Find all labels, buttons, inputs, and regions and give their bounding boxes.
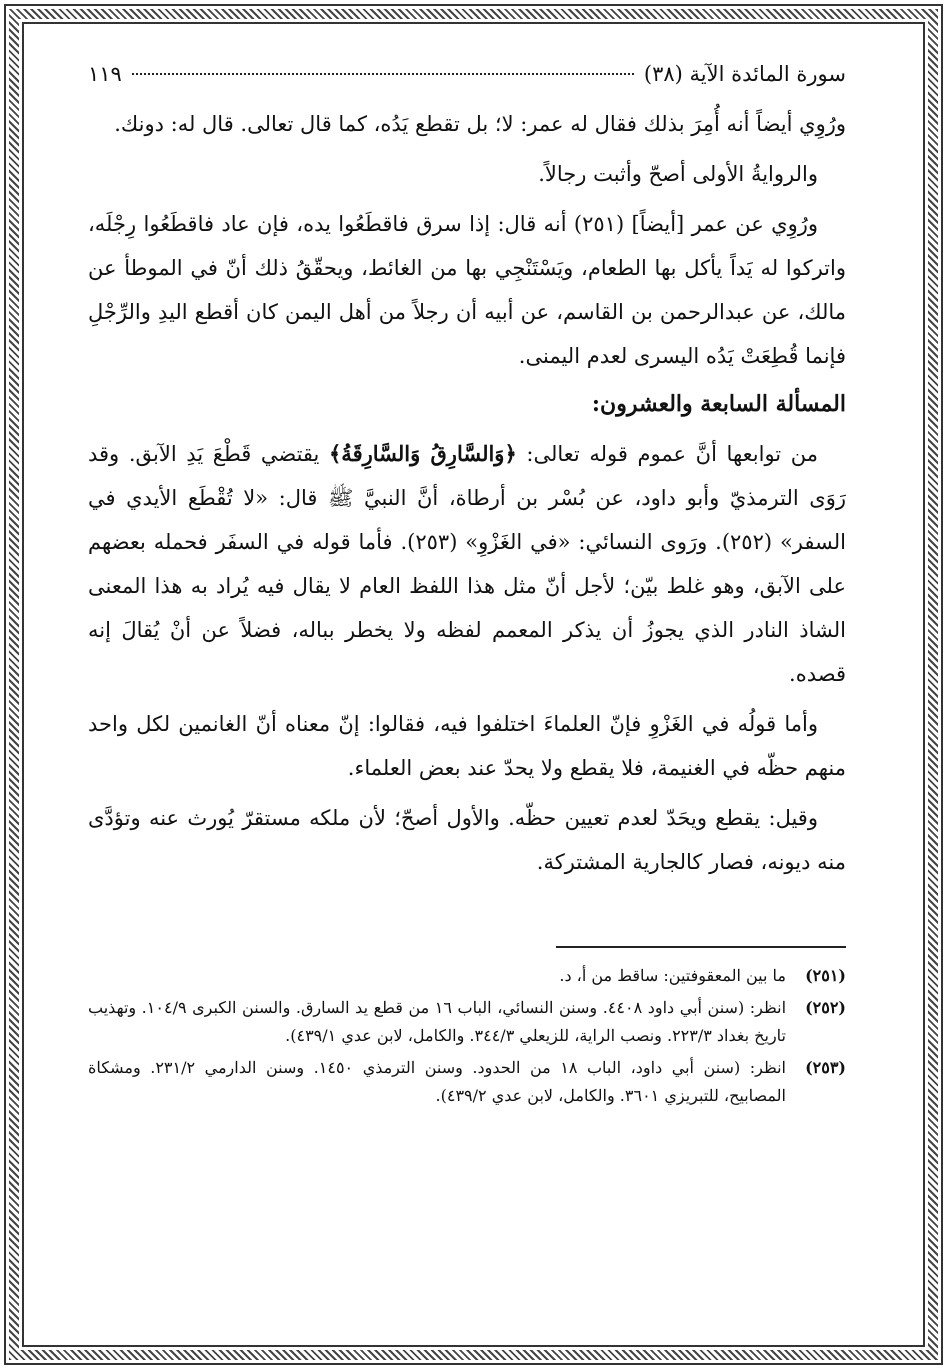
page-content bbox=[88, 60, 846, 1330]
paragraph-4-body: يقتضي قَطْعَ يَدِ الآبق. وقد رَوَى الترمذيّ وأبو داود، عن بُسْر بن أرطاة، أنَّ النبيَّ ﷺ قال: «لا تُقْطَع الأيدي في السفر» (٢٥٢). ورَوى النسائي: «في الغَزْوِ» (٢٥٣). فأما قوله في السفَر فحمله بعضهم على الآبق، وهو غلط بيّن؛ لأجل أنّ مثل هذا اللفظ العام لا يقال فيه يُراد به هذا المعنى الشاذ النادر الذي يجوزُ أن يذكر المعمم لفظه ولا يخطر بباله، فضلاً عن أنْ يُقالَ إنه قصده. bbox=[88, 442, 846, 686]
footnote bbox=[88, 1054, 846, 1110]
footnote-text: ما بين المعقوفتين: ساقط من أ، د. bbox=[559, 966, 786, 985]
footnote bbox=[88, 994, 846, 1050]
paragraph-4 bbox=[88, 432, 846, 696]
paragraph-1: ورُوِي أيضاً أنه أُمِرَ بذلك فقال له عمر: لا؛ بل تقطع يَدُه، كما قال تعالى. قال له: دونك. bbox=[114, 112, 846, 136]
page-number: ١١٩ bbox=[88, 62, 122, 86]
paragraph-2: والروايةُ الأولى أصحّ وأثبت رجالاً. bbox=[538, 162, 818, 186]
running-header bbox=[88, 60, 846, 102]
paragraph-5: وأما قولُه في الغَزْوِ فإنّ العلماءَ اختلفوا فيه، فقالوا: إنّ معناه أنّ الغانمين لكل واحد منهم حظّه في الغنيمة، فلا يقطع ولا يحدّ عند بعض العلماء. bbox=[88, 712, 846, 780]
surah-title: سورة المائدة الآية (٣٨) bbox=[643, 62, 846, 86]
header-leader-dots bbox=[132, 73, 634, 75]
section-heading: المسألة السابعة والعشرون: bbox=[591, 391, 846, 417]
quran-quote: ﴿وَالسَّارِقُ وَالسَّارِقَةُ﴾ bbox=[329, 441, 517, 466]
footnote-text: انظر: (سنن أبي داود، الباب ١٨ من الحدود. وسنن الترمذي ١٤٥٠. وسنن الدارمي ٢٣١/٢. ومشكاة المصابيح، للتبريزي ٣٦٠١. والكامل، لابن عدي ٤٣٩/٢). bbox=[88, 1058, 787, 1105]
footnote-text: انظر: (سنن أبي داود ٤٤٠٨. وسنن النسائي، الباب ١٦ من قطع يد السارق. والسنن الكبرى ١٠٤/٩. وتهذيب تاريخ بغداد ٢٢٣/٣. ونصب الراية، للزيعلي ٣٤٤/٣. والكامل، لابن عدي ٤٣٩/١). bbox=[88, 998, 787, 1045]
footnote-number: (٢٥٣) bbox=[805, 1058, 846, 1077]
footnote bbox=[88, 962, 846, 990]
paragraph-6: وقيل: يقطع ويحَدّ لعدم تعيين حظّه. والأول أصحّ؛ لأن ملكه مستقرّ يُورث عنه وتؤدَّى منه ديونه، فصار كالجارية المشتركة. bbox=[88, 806, 846, 874]
footnote-number: (٢٥٢) bbox=[805, 998, 846, 1017]
footnote-separator bbox=[556, 946, 846, 948]
paragraph-4-intro: من توابعها أنَّ عموم قوله تعالى: bbox=[516, 442, 818, 466]
paragraph-3: ورُوِي عن عمر [أيضاً] (٢٥١) أنه قال: إذا سرق فاقطَعُوا يده، فإن عاد فاقطَعُوا رِجْلَه، واتركوا له يَداً يأكل بها الطعام، ويَسْتَنْجِي بها من الغائط، ويحقّقُ ذلك أنّ في الموطأ عن مالك، عن عبدالرحمن بن القاسم، عن أبيه أن رجلاً من أهل اليمن كان أقطع اليدِ والرِّجْلِ فإنما قُطِعَتْ يَدُه اليسرى لعدم اليمنى. bbox=[88, 212, 846, 368]
footnote-number: (٢٥١) bbox=[805, 966, 846, 985]
